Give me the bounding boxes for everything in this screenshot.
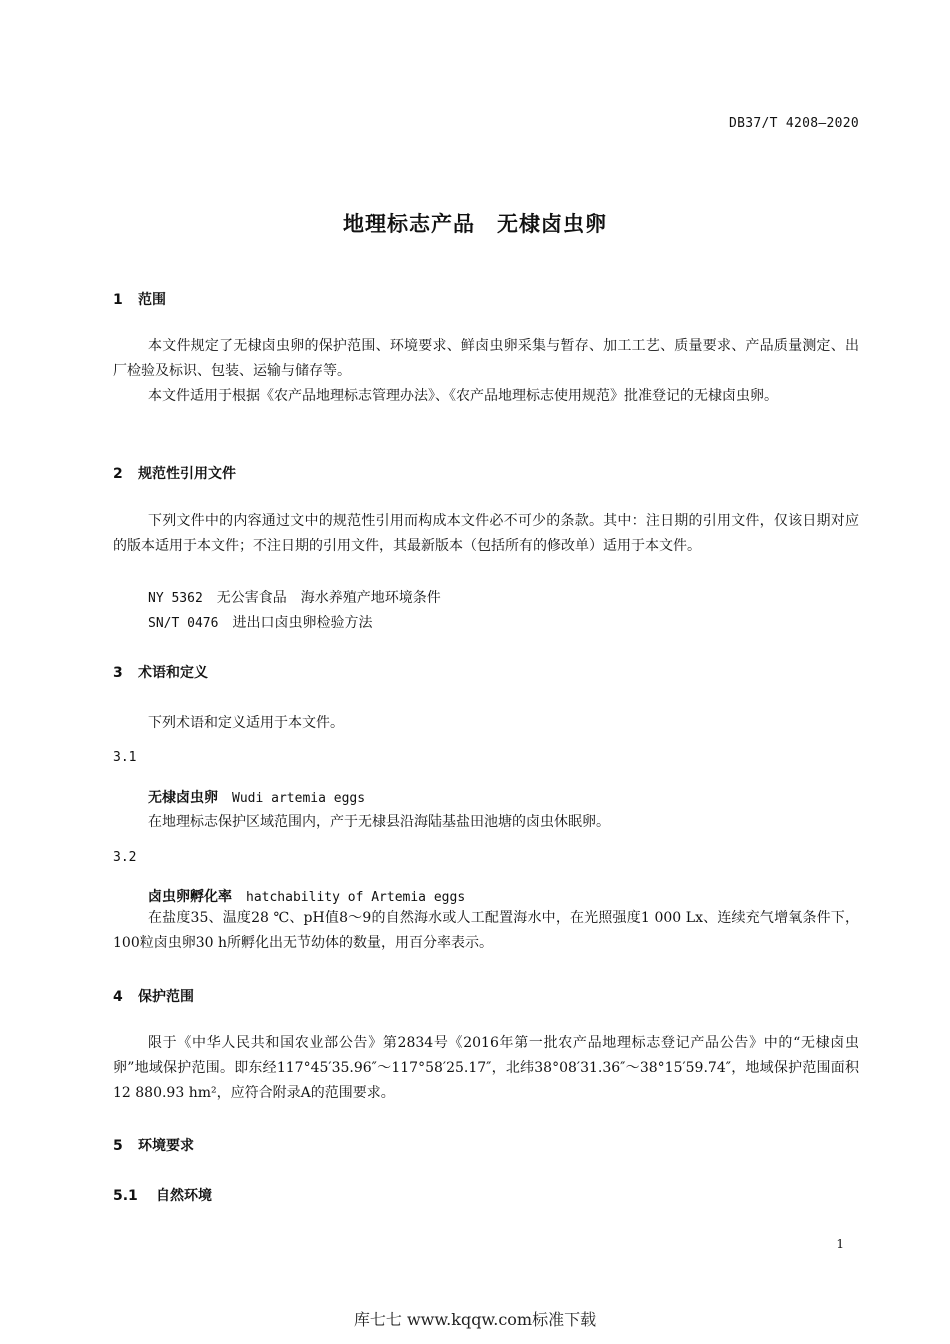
section-1-heading [113, 289, 166, 309]
section-title: 保护范围 [138, 989, 194, 1005]
section-4-heading [113, 986, 194, 1006]
section-number: 5.1 [113, 1188, 138, 1204]
standard-code: DB37/T 4208—2020 [728, 116, 859, 131]
reference-code: SN/T 0476 [148, 616, 219, 631]
section-1-paragraph-2: 本文件适用于根据《农产品地理标志管理办法》、《农产品地理标志使用规范》批准登记的无棣卤虫卵。 [148, 388, 778, 404]
term-3-1-definition: 在地理标志保护区域范围内，产于无棣县沿海陆基盐田池塘的卤虫休眠卵。 [148, 814, 610, 830]
term-3-1-number: 3.1 [113, 750, 137, 765]
section-title: 自然环境 [156, 1188, 212, 1204]
section-title: 环境要求 [138, 1138, 194, 1154]
section-number: 4 [113, 989, 123, 1005]
term-3-2-definition: 在盐度35、温度28 ℃、pH值8～9的自然海水或人工配置海水中，在光照强度1 000 Lx、连续充气增氧条件下，100粒卤虫卵30 h所孵化出无节幼体的数量，用百分率表示。 [113, 910, 859, 951]
section-number: 3 [113, 665, 123, 681]
reference-item [148, 587, 441, 607]
section-title: 规范性引用文件 [138, 466, 236, 482]
section-1-paragraph-1: 本文件规定了无棣卤虫卵的保护范围、环境要求、鲜卤虫卵采集与暂存、加工工艺、质量要求、产品质量测定、出厂检验及标识、包装、运输与储存等。 [113, 338, 859, 379]
reference-title: 进出口卤虫卵检验方法 [232, 615, 373, 631]
section-5-heading [113, 1135, 194, 1155]
section-3-paragraph-1: 下列术语和定义适用于本文件。 [148, 715, 344, 731]
term-chinese: 无棣卤虫卵 [148, 790, 218, 806]
section-2-heading [113, 463, 236, 483]
section-title: 术语和定义 [138, 665, 208, 681]
reference-item [148, 612, 372, 632]
section-title: 范围 [138, 292, 166, 308]
reference-title: 无公害食品 海水养殖产地环境条件 [216, 590, 441, 606]
section-number: 1 [113, 292, 123, 308]
term-3-1-heading [148, 787, 365, 807]
term-chinese: 卤虫卵孵化率 [148, 889, 232, 905]
section-number: 2 [113, 466, 123, 482]
section-4-paragraph-1: 限于《中华人民共和国农业部公告》第2834号《2016年第一批农产品地理标志登记产品公告》中的“无棣卤虫卵”地域保护范围。即东经117°45′35.96″～117°58′25.17″，北纬38°08′31.36″～38°15′59.74″，地域保护范围面积12 880.93 hm²，应符合附录A的范围要求。 [113, 1035, 859, 1101]
section-3-heading [113, 662, 208, 682]
section-2-paragraph-1: 下列文件中的内容通过文中的规范性引用而构成本文件必不可少的条款。其中：注日期的引用文件，仅该日期对应的版本适用于本文件；不注日期的引用文件，其最新版本（包括所有的修改单）适用于本文件。 [113, 513, 859, 554]
section-5-1-heading [113, 1185, 212, 1205]
footer-watermark-text: 库七七 www.kqqw.com标准下载 [353, 1310, 597, 1329]
document-title: 地理标志产品 无棣卤虫卵 [343, 212, 607, 236]
term-3-2-number: 3.2 [113, 850, 137, 865]
reference-code: NY 5362 [148, 591, 203, 606]
section-number: 5 [113, 1138, 123, 1154]
page-number: 1 [836, 1237, 844, 1251]
term-3-2-heading [148, 886, 465, 906]
term-english: hatchability of Artemia eggs [246, 890, 466, 905]
term-english: Wudi artemia eggs [232, 791, 366, 806]
